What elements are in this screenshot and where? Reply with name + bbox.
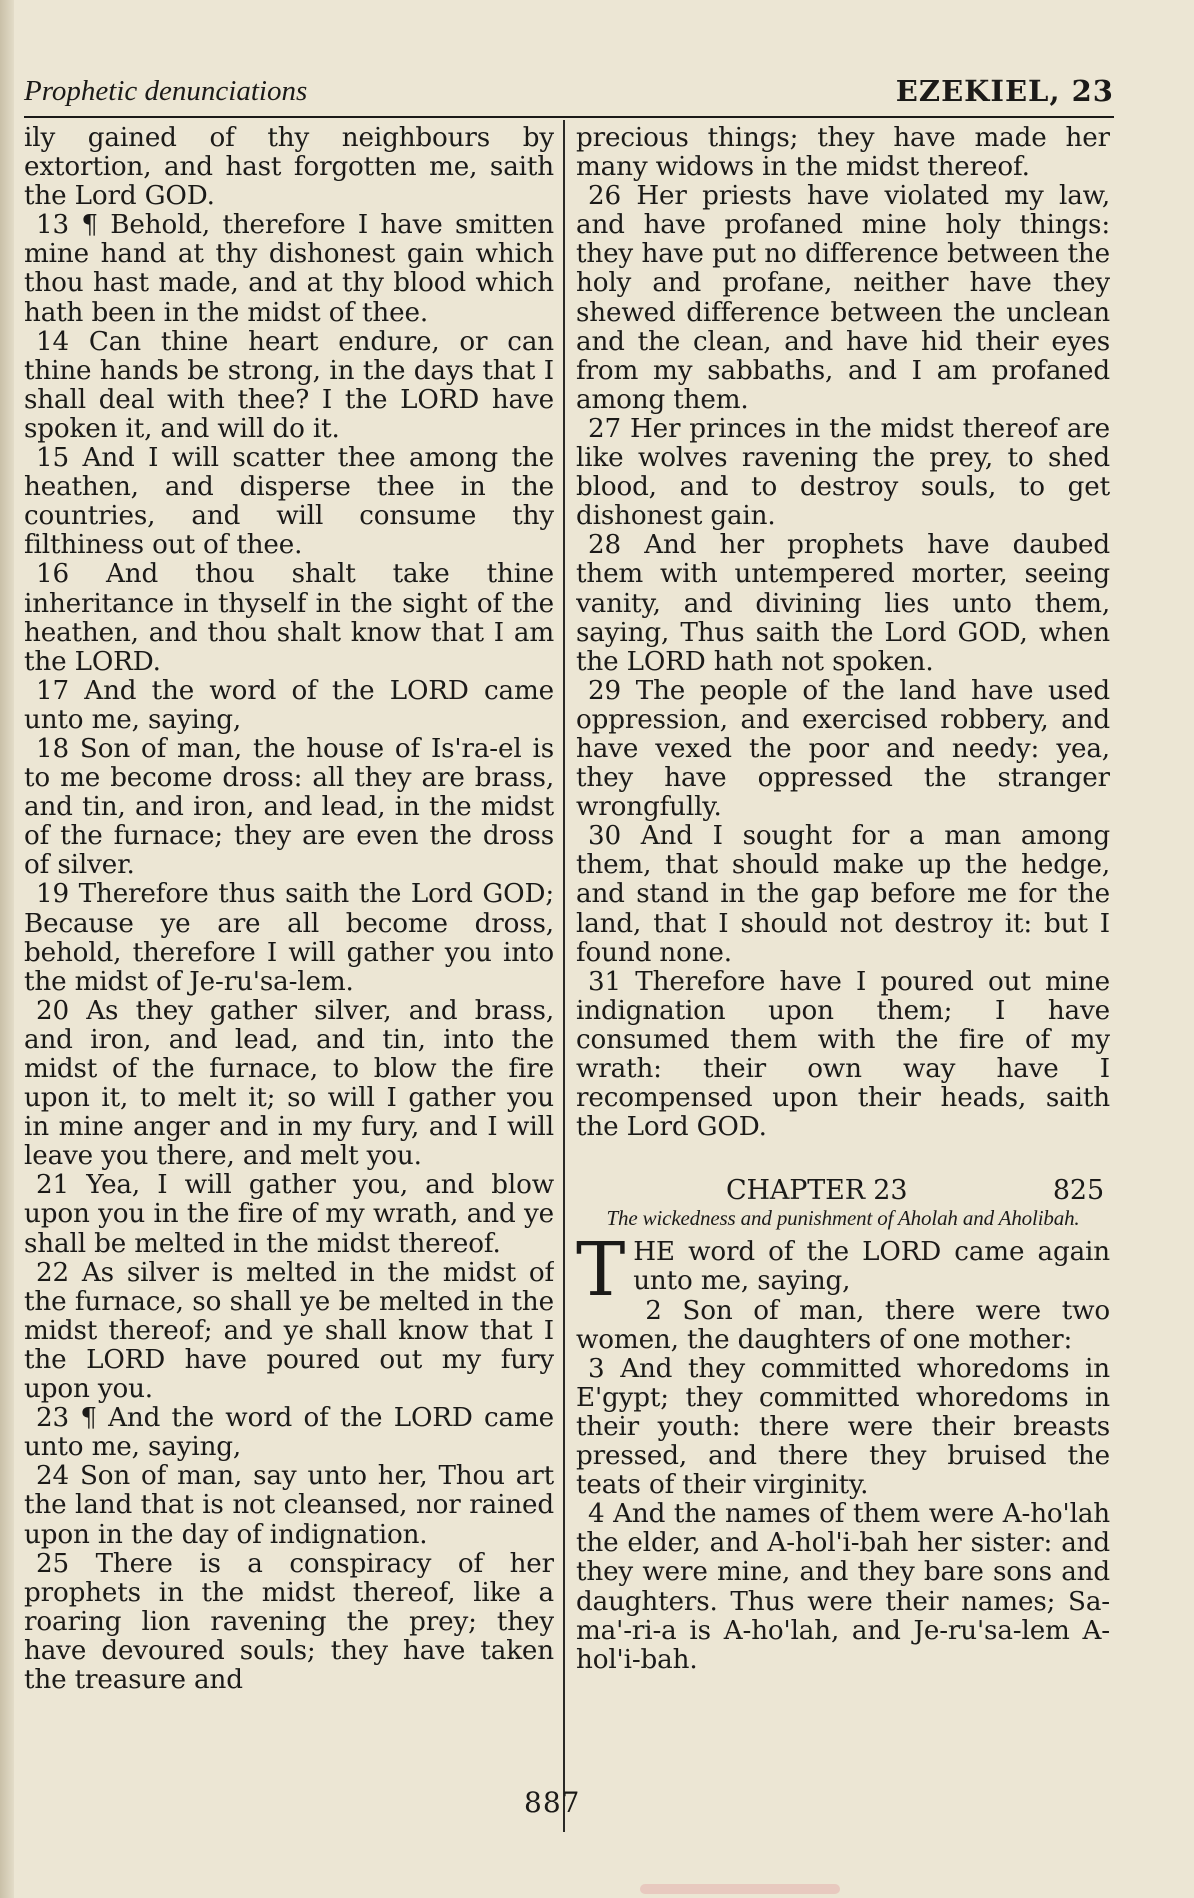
header-rule: [24, 116, 1114, 118]
page-number: 887: [524, 1786, 581, 1819]
chapter-subtitle: The wickedness and punishment of Aholah and Aholibah.: [606, 1206, 1080, 1231]
chapter-page-ref: 825: [1052, 1175, 1104, 1207]
right-column: [576, 124, 1110, 1830]
header-book-chapter: EZEKIEL, 23: [895, 74, 1114, 108]
verse-25: 25 There is a conspiracy of her prophets in the midst thereof, like a roaring lion ravening the prey; they have devoured souls; they have taken the treasure and: [24, 1548, 554, 1695]
verse-31: 31 Therefore have I poured out mine indignation upon them; I have consumed them with the fire of my wrath: their own way have I recompensed upon their heads, saith the Lord GOD.: [576, 966, 1110, 1143]
header-section-title: Prophetic denunciations: [24, 75, 308, 107]
verse-14: 14 Can thine heart endure, or can thine hands be strong, in the days that I shall deal with thee? I the LORD have spoken it, and will do it.: [24, 326, 554, 444]
chapter-23-verse-1: [576, 1227, 1110, 1314]
chapter-heading: [576, 1176, 1110, 1205]
verse-24: 24 Son of man, say unto her, Thou art the land that is not cleansed, nor rained upon in the day of indignation.: [24, 1461, 554, 1550]
drop-cap: T: [576, 1227, 626, 1314]
chapter-23-verse-3: 3 And they committed whoredoms in E'gypt; they committed whoredoms in their youth: there were their breasts pressed, and there they bruised the teats of their virginity.: [576, 1353, 1110, 1501]
verse-12-continuation: ily gained of thy neighbours by extortion, and hast forgotten me, saith the Lord GOD.: [24, 124, 554, 212]
verse-21: 21 Yea, I will gather you, and blow upon you in the fire of my wrath, and ye shall be melted in the midst thereof.: [24, 1170, 554, 1259]
verse-27: 27 Her princes in the midst thereof are like wolves ravening the prey, to shed blood, and to destroy souls, to get dishonest gain.: [576, 413, 1110, 532]
verse-13: 13 ¶ Behold, therefore I have smitten mine hand at thy dishonest gain which thou hast made, and at thy blood which hath been in the midst of thee.: [24, 210, 554, 328]
verse-15: 15 And I will scatter thee among the heathen, and disperse thee in the countries, and will consume thy filthiness out of thee.: [24, 443, 554, 561]
verse-28: 28 And her prophets have daubed them with untempered morter, seeing vanity, and divining lies unto them, saying, Thus saith the Lord GOD, when the LORD hath not spoken.: [576, 530, 1110, 677]
verse-19: 19 Therefore thus saith the Lord GOD; Because ye are all become dross, behold, therefore I will gather you into the midst of Je-ru'sa-lem.: [24, 879, 554, 997]
chapter-23-verse-2: 2 Son of man, there were two women, the daughters of one mother:: [576, 1295, 1110, 1355]
verse-29: 29 The people of the land have used oppression, and exercised robbery, and have vexed the poor and needy: yea, they have oppressed the stranger wrongfully.: [576, 675, 1110, 823]
verse-17: 17 And the word of the LORD came unto me, saying,: [24, 675, 554, 735]
left-column: [24, 124, 554, 1830]
book-binding-shadow: [0, 0, 14, 1898]
verse-25-continuation: precious things; they have made her many widows in the midst thereof.: [576, 124, 1110, 183]
chapter-title: CHAPTER 23: [726, 1175, 908, 1207]
chapter-23-verse-4: 4 And the names of them were A-ho'lah the elder, and A-hol'i-bah her sister: and they were mine, and they bare sons and daughters. Thus were their names; Sa-ma'-ri-a is A-ho'lah, and Je-ru'sa-lem A-hol'i-bah.: [576, 1499, 1110, 1675]
verse-22: 22 As silver is melted in the midst of the furnace, so shall ye be melted in the midst thereof; and ye shall know that I the LORD have poured out my fury upon you.: [24, 1257, 554, 1405]
running-header: [24, 52, 1114, 108]
verse-30: 30 And I sought for a man among them, that should make up the hedge, and stand in the gap before me for the land, that I should not destroy it: but I found none.: [576, 821, 1110, 968]
book-page: [24, 40, 1114, 1840]
column-divider: [563, 120, 565, 1832]
verse-26: 26 Her priests have violated my law, and have profaned mine holy things: they have put no difference between the holy and profane, neither have they shewed difference between the unclean and the clean, and have hid their eyes from my sabbaths, and I am profaned among them.: [576, 181, 1110, 415]
verse-16: 16 And thou shalt take thine inheritance in thyself in the sight of the heathen, and thou shalt know that I am the LORD.: [24, 559, 554, 677]
ink-smudge: [640, 1884, 840, 1894]
verse-1-text: HE word of the LORD came again unto me, saying,: [633, 1237, 1110, 1297]
verse-18: 18 Son of man, the house of Is'ra-el is to me become dross: all they are brass, and tin, and iron, and lead, in the midst of the furnace; they are even the dross of silver.: [24, 733, 554, 881]
verse-20: 20 As they gather silver, and brass, and iron, and lead, and tin, into the midst of the furnace, to blow the fire upon it, to melt it; so will I gather you in mine anger and in my fury, and I will leave you there, and melt you.: [24, 995, 554, 1172]
verse-23: 23 ¶ And the word of the LORD came unto me, saying,: [24, 1403, 554, 1463]
